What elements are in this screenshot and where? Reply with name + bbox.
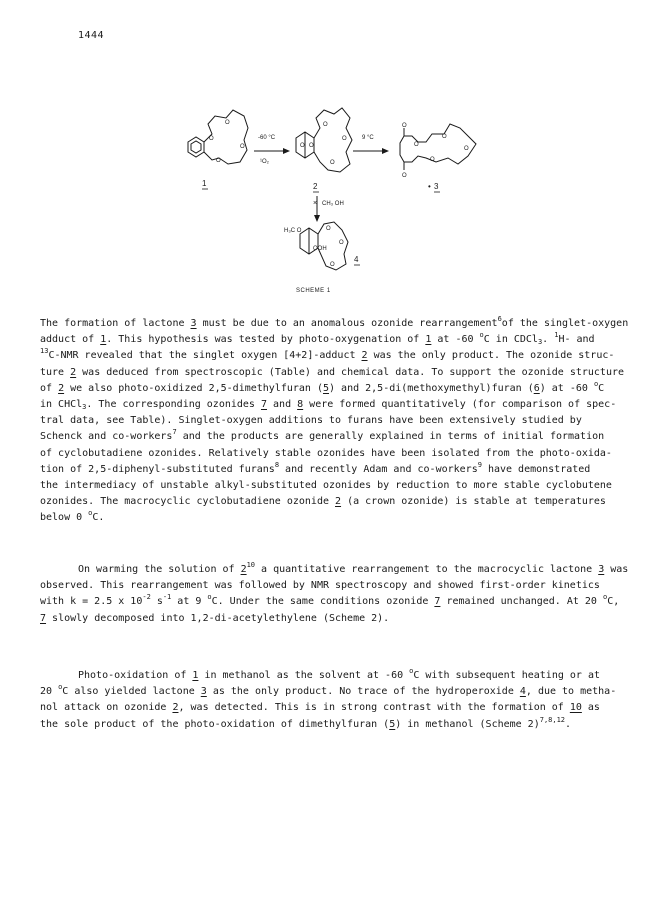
text-line: On warming the solution of $2^{10}$ a quantitative rearrangement to the macrocyclic lactone 3 was: [78, 561, 629, 575]
text-line: of cyclobutadiene ozonides. Relatively stable ozonides have been isolated from the photo-oxida-: [40, 447, 612, 459]
reaction-scheme: [0, 0, 672, 300]
svg-text:•: •: [428, 182, 431, 191]
text-line: 7 slowly decomposed into 1,2-di-acetylethylene (Scheme 2).: [40, 612, 390, 624]
text-line: observed. This rearrangement was followed by NMR spectroscopy and showed first-order kinetics: [40, 580, 600, 592]
compound-1-label: 1: [202, 179, 207, 188]
text-line: the intermediacy of unstable alkyl-substituted ozonides by reduction to more stable cyclobutene: [40, 480, 612, 492]
svg-text:O: O: [216, 158, 221, 164]
svg-text:O: O: [464, 146, 469, 152]
svg-text:O: O: [414, 142, 419, 148]
svg-text:9 °C: 9 °C: [362, 135, 374, 141]
text-line: tion of 2,5-diphenyl-substituted furans$^8$ and recently Adam and co-workers$^9$ have demonstrated: [40, 460, 591, 475]
page-number: 1444: [78, 30, 105, 41]
text-line: $^{13}$C-NMR revealed that the singlet oxygen [4+2]-adduct 2 was the only product. The ozonide struc-: [40, 347, 615, 362]
text-line: in CHCl$_3$. The corresponding ozonides 7 and 8 were formed quantitatively (for comparison of spec-: [40, 399, 617, 412]
compound-3-label: 3: [434, 182, 439, 191]
compound-1-structure: [188, 110, 248, 164]
svg-text:-60 °C: -60 °C: [258, 135, 276, 141]
paragraph-2: [40, 562, 640, 627]
text-line: Schenck and co-workers$^7$ and the products are generally explained in terms of initial formation: [40, 428, 605, 443]
text-line: ozonides. The macrocyclic cyclobutadiene ozonide 2 (a crown ozonide) is stable at temperatures: [40, 496, 606, 508]
svg-text:O: O: [326, 226, 331, 232]
svg-text:O: O: [225, 120, 230, 126]
svg-text:O: O: [309, 143, 314, 149]
compound-2-label: 2: [313, 182, 318, 191]
svg-text:O: O: [330, 160, 335, 166]
svg-text:H₃C O: H₃C O: [284, 228, 302, 234]
svg-text:O: O: [442, 134, 447, 140]
svg-text:O: O: [342, 136, 347, 142]
svg-text:O: O: [402, 123, 407, 129]
svg-text:O: O: [209, 136, 214, 142]
svg-text:OOH: OOH: [313, 246, 327, 252]
svg-text:O: O: [402, 173, 407, 179]
svg-text:CH₃ OH: CH₃ OH: [322, 201, 344, 207]
svg-text:O: O: [240, 144, 245, 150]
svg-text:¹O₂: ¹O₂: [260, 159, 269, 165]
svg-text:O: O: [330, 262, 335, 268]
text-line: the sole product of the photo-oxidation of dimethylfuran (5) in methanol (Scheme 2)$^{7,8,12}$.: [40, 715, 572, 730]
svg-text:O: O: [300, 143, 305, 149]
text-line: The formation of lactone 3 must be due to an anomalous ozonide rearrangement$^6$of the singlet-oxygen: [40, 315, 629, 329]
scheme-label: SCHEME 1: [296, 288, 331, 294]
svg-text:O: O: [323, 122, 328, 128]
paragraph-3: [40, 668, 640, 733]
text-line: adduct of 1. This hypothesis was tested by photo-oxygenation of 1 at -60 $^o$C in CDCl$_3$. $^1$H- and: [40, 331, 595, 347]
text-line: tral data, see Table). Singlet-oxygen additions to furans have been extensively studied by: [40, 415, 582, 427]
text-line: nol attack on ozonide 2, was detected. This is in strong contrast with the formation of 10 as: [40, 702, 600, 714]
text-line: Photo-oxidation of 1 in methanol as the solvent at -60 $^o$C with subsequent heating or at: [78, 667, 600, 681]
paragraph-1: [40, 316, 640, 527]
svg-text:O: O: [430, 157, 435, 163]
text-line: below 0 $^o$C.: [40, 509, 105, 524]
text-line: ture 2 was deduced from spectroscopic (Table) and chemical data. To support the ozonide structure: [40, 366, 625, 378]
svg-text:×: ×: [313, 200, 318, 207]
compound-4-label: 4: [354, 255, 359, 264]
text-line: with k = 2.5 x $10^{-2}$ $s^{-1}$ at 9 $^o$C. Under the same conditions ozonide 7 remained unchanged. At 20 $^o$C,: [40, 593, 620, 608]
svg-text:O: O: [339, 240, 344, 246]
text-line: 20 $^o$C also yielded lactone 3 as the only product. No trace of the hydroperoxide 4, due to metha-: [40, 683, 617, 698]
text-line: of 2 we also photo-oxidized 2,5-dimethylfuran (5) and 2,5-di(methoxymethyl)furan (6) at -60 $^o$C: [40, 379, 605, 394]
